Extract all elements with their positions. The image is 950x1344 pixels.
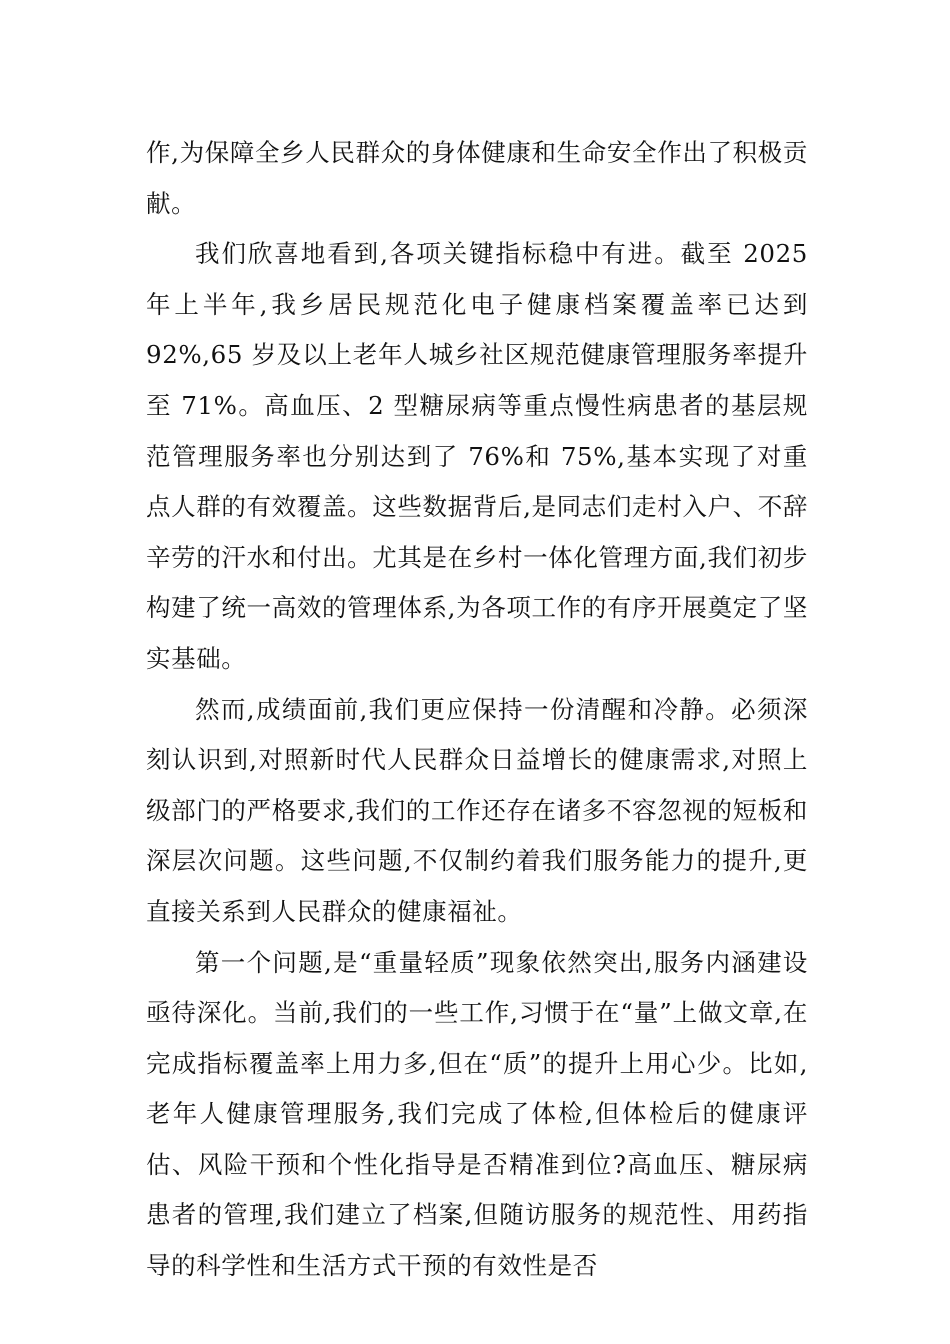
paragraph-first-problem: 第一个问题,是“重量轻质”现象依然突出,服务内涵建设亟待深化。当前,我们的一些工作,习惯于在“量”上做文章,在完成指标覆盖率上用力多,但在“质”的提升上用心少。比如,老年人健康管理服务,我们完成了体检,但体检后的健康评估、风险干预和个性化指导是否精准到位?高血压、糖尿病患者的管理,我们建立了档案,但随访服务的规范性、用药指导的科学性和生活方式干预的有效性是否 (146, 947, 808, 1281)
paragraph-key-indicators: 我们欣喜地看到,各项关键指标稳中有进。截至 2025 年上半年,我乡居民规范化电子健康档案覆盖率已达到 92%,65 岁及以上老年人城乡社区规范健康管理服务率提升至 71%。高血压、2 型糖尿病等重点慢性病患者的基层规范管理服务率也分别达到了 76%和 75%,基本实现了对重点人群的有效覆盖。这些数据背后,是同志们走村入户、不辞辛劳的汗水和付出。尤其是在乡村一体化管理方面,我们初步构建了统一高效的管理体系,为各项工作的有序开展奠定了坚实基础。 (146, 239, 808, 673)
paragraph-continuation: 作,为保障全乡人民群众的身体健康和生命安全作出了积极贡献。 (146, 138, 808, 218)
paragraph-shortcomings: 然而,成绩面前,我们更应保持一份清醒和冷静。必须深刻认识到,对照新时代人民群众日益增长的健康需求,对照上级部门的严格要求,我们的工作还存在诸多不容忽视的短板和深层次问题。这些问题,不仅制约着我们服务能力的提升,更直接关系到人民群众的健康福祉。 (146, 694, 808, 926)
document-body (146, 128, 808, 1292)
